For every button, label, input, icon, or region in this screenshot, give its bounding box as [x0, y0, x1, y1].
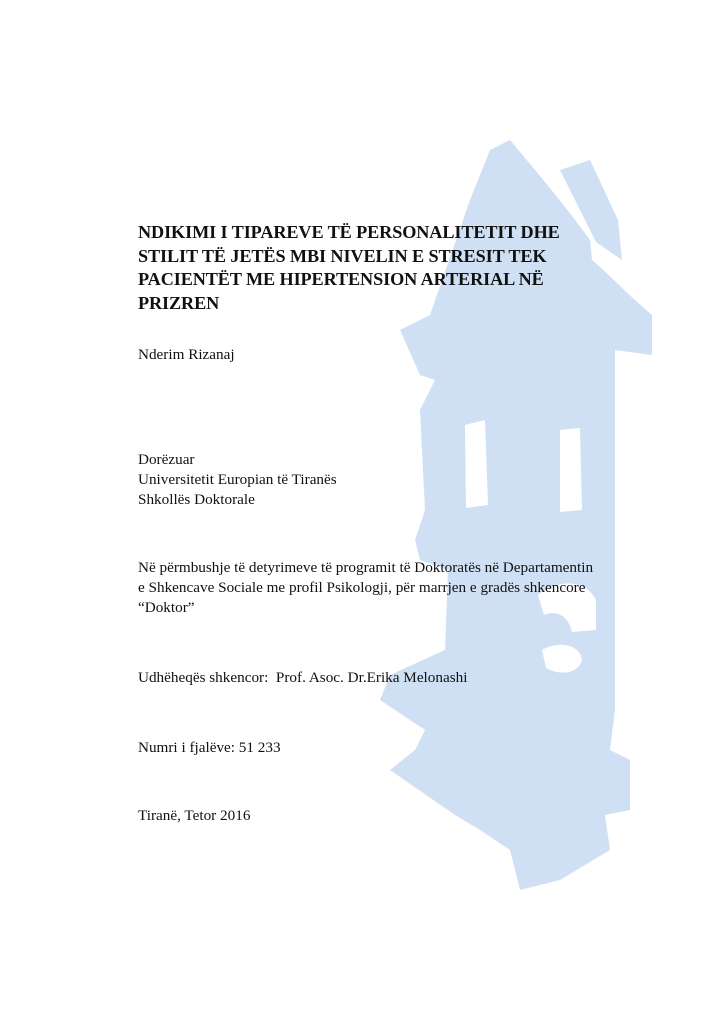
- author-name: Nderim Rizanaj: [138, 346, 235, 363]
- thesis-title-line: NDIKIMI I TIPAREVE TË PERSONALITETIT DHE: [138, 222, 560, 242]
- fulfilment-line: e Shkencave Sociale me profil Psikologji, për marrjen e gradës shkencore: [138, 579, 586, 596]
- supervisor-name: Prof. Asoc. Dr.Erika Melonashi: [275, 669, 468, 686]
- supervisor-line: [138, 668, 467, 688]
- doctoral-school-name: Shkollës Doktorale: [138, 491, 255, 508]
- word-count-label: Numri i fjalëve:: [138, 739, 235, 756]
- university-name: Universitetit Europian të Tiranës: [138, 471, 337, 488]
- place-and-date: Tiranë, Tetor 2016: [138, 807, 251, 824]
- thesis-title-line: STILIT TË JETËS MBI NIVELIN E STRESIT TEK: [138, 245, 547, 266]
- fulfilment-line: Në përmbushje të detyrimeve të programit të Doktoratës në Departamentin: [138, 559, 594, 576]
- submitted-label: Dorëzuar: [138, 451, 195, 468]
- thesis-title-line: PRIZREN: [138, 292, 220, 313]
- word-count-line: [138, 738, 281, 758]
- thesis-title-line: PACIENTËT ME HIPERTENSION ARTERIAL NË: [138, 269, 544, 289]
- fulfilment-statement: [138, 558, 593, 618]
- thesis-title: [138, 221, 608, 315]
- fulfilment-line: “Doktor”: [138, 599, 195, 616]
- word-count-value: 51 233: [238, 739, 281, 756]
- supervisor-label: Udhëheqës shkencor:: [138, 669, 269, 686]
- submission-block: [138, 450, 337, 510]
